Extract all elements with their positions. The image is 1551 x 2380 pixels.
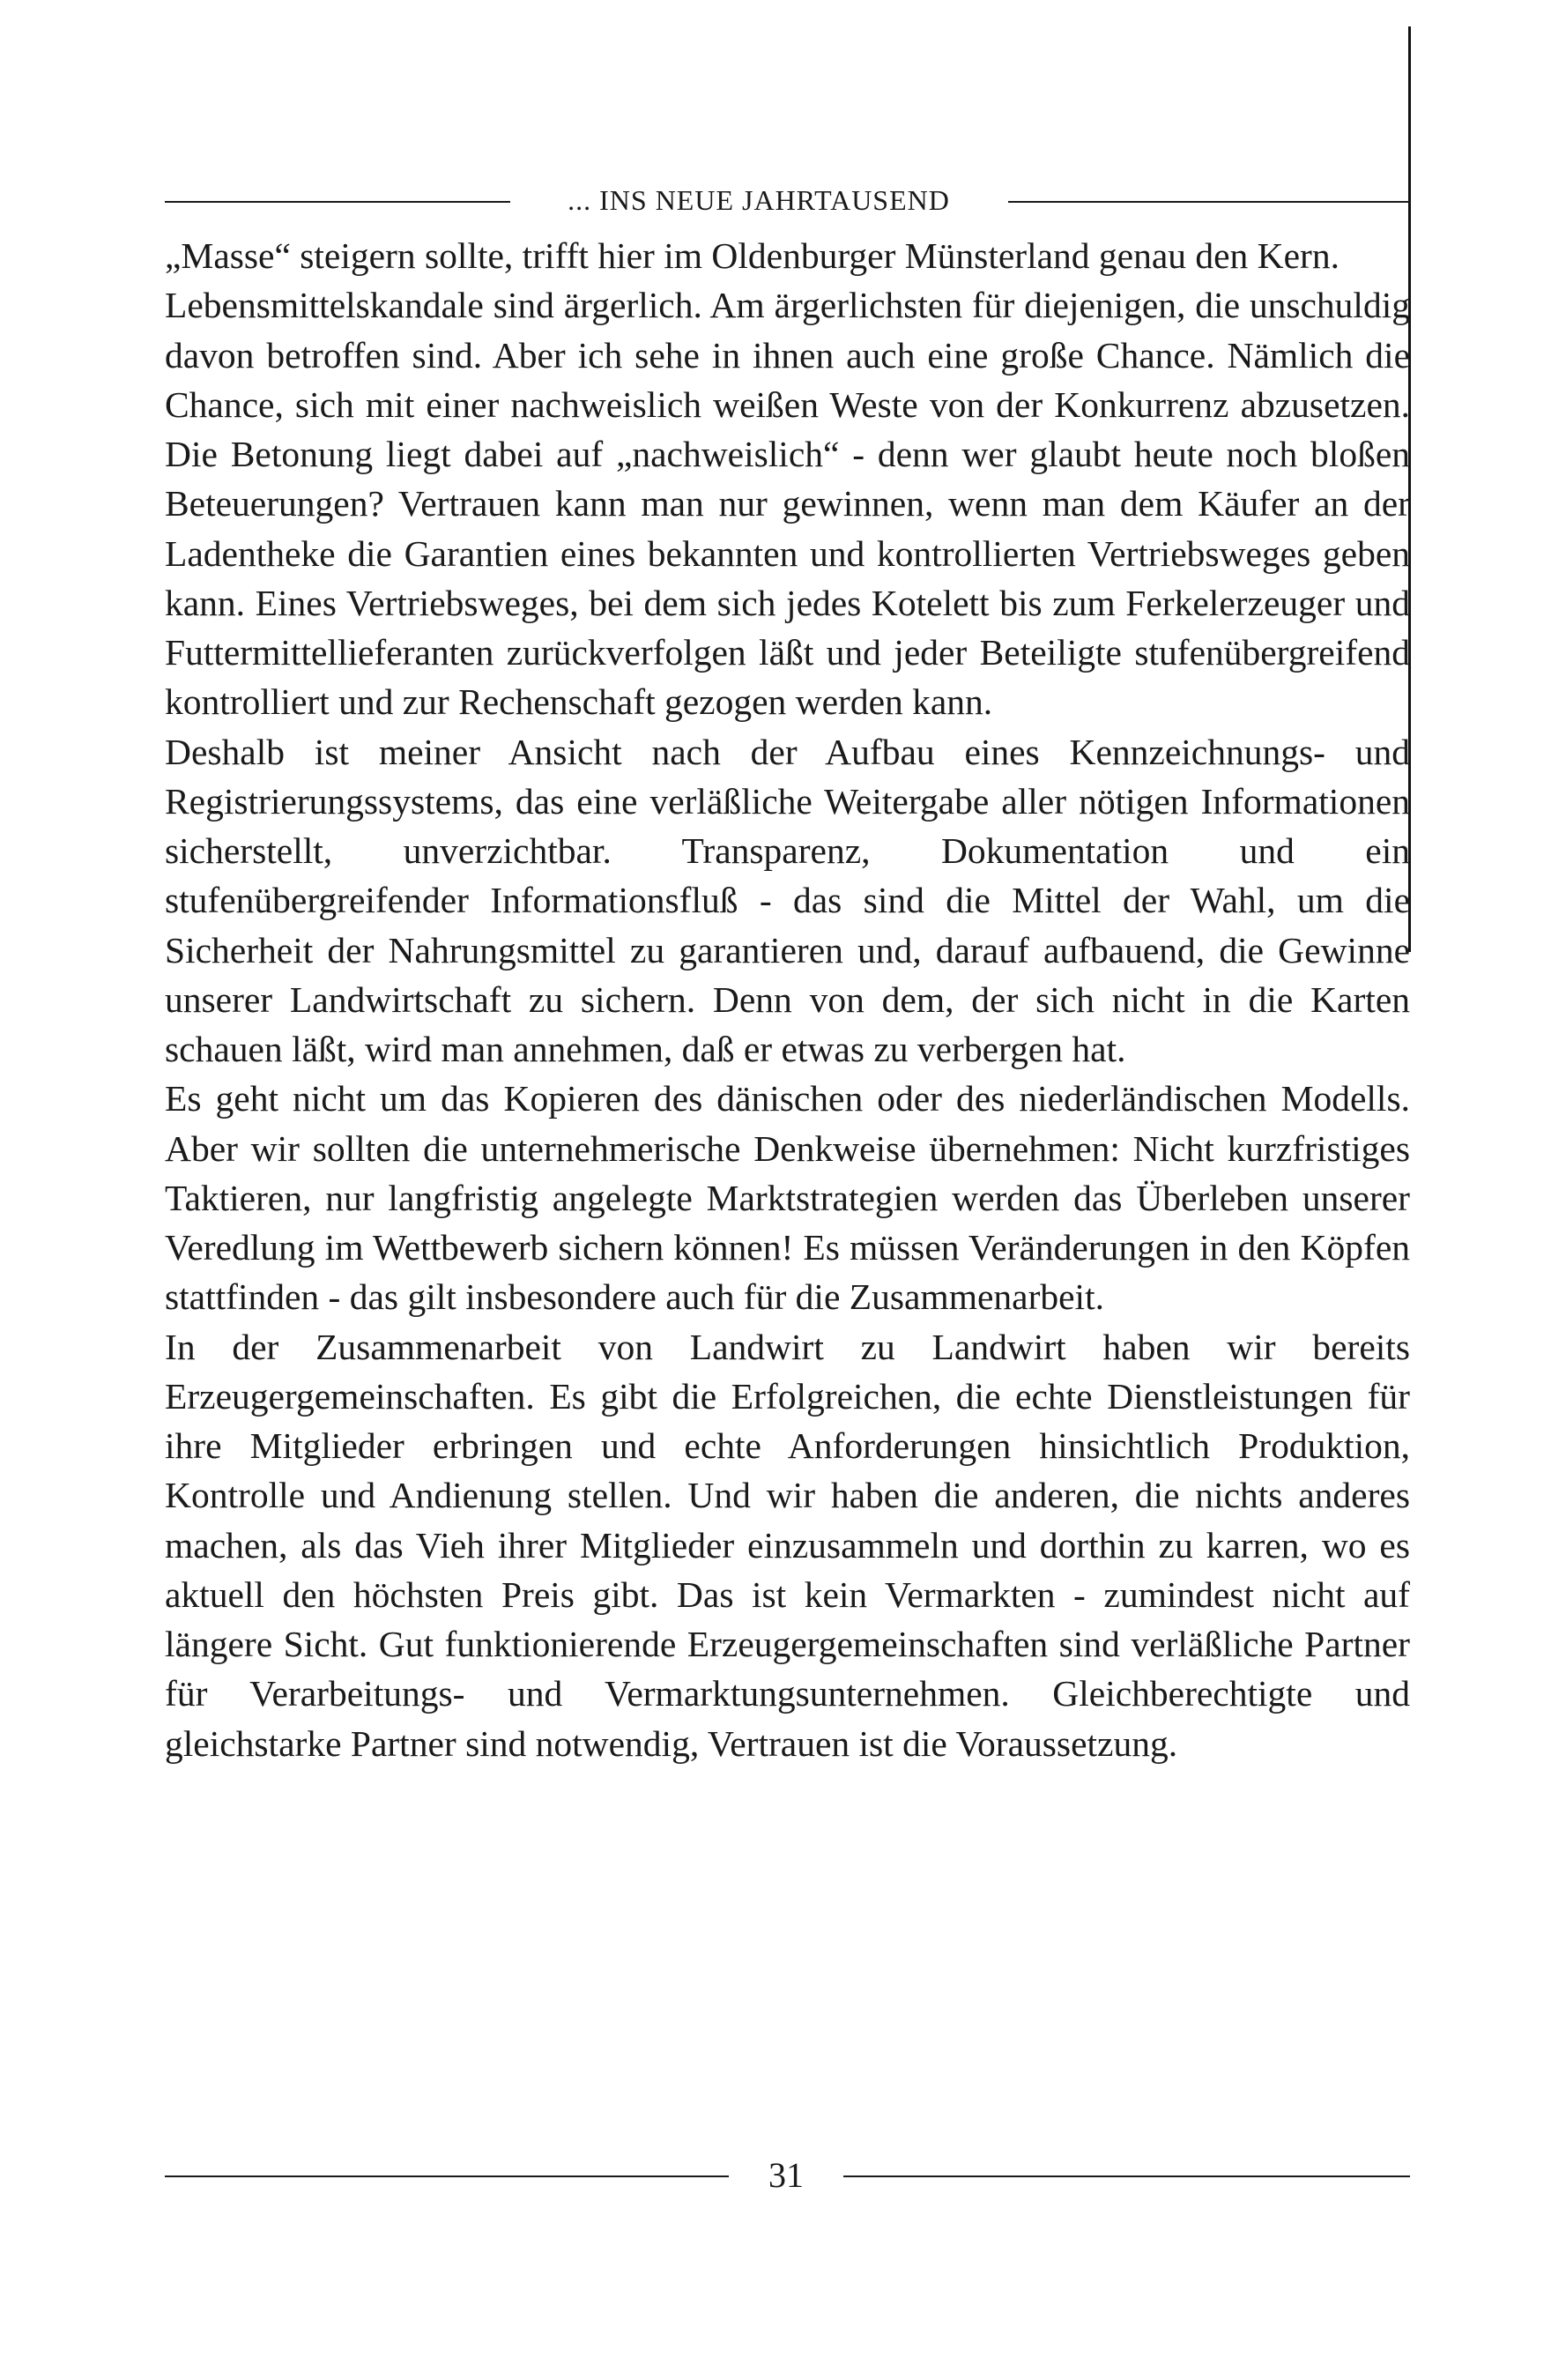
running-head-title: ... INS NEUE JAHRTAUSEND <box>568 184 950 216</box>
paragraph: In der Zusammenarbeit von Landwirt zu Landwirt haben wir bereits Erzeugergemeinschaften. Es gibt die Erfolgreichen, die echte Dienstleistungen für ihre Mitglieder erbringen und echte Anforderungen hinsichtlich Produktion, Kontrolle und Andienung stellen. Und wir haben die anderen, die nichts anderes machen, als das Vieh ihrer Mitglieder einzusammeln und dorthin zu karren, wo es aktuell den höchsten Preis gibt. Das ist kein Vermarkten - zumindest nicht auf längere Sicht. Gut funktionierende Erzeugergemeinschaften sind verläßliche Partner für Verarbeitungs- und Vermarktungsunternehmen. Gleichberechtigte und gleichstarke Partner sind notwendig, Vertrauen ist die Voraussetzung. <box>165 1326 1410 1764</box>
running-head <box>165 180 1410 220</box>
paragraph: Deshalb ist meiner Ansicht nach der Aufbau eines Kennzeichnungs- und Registrierungssystems, das eine verläßliche Weitergabe aller nötigen Informationen sicherstellt, unverzichtbar. Transparenz, Dokumentation und ein stufenübergreifender Informationsfluß - das sind die Mittel der Wahl, um die Sicherheit der Nahrungsmittel zu garantieren und, darauf aufbauend, die Gewinne unserer Landwirtschaft zu sichern. Denn von dem, der sich nicht in die Karten schauen läßt, wird man annehmen, daß er etwas zu verbergen hat. <box>165 731 1410 1069</box>
paragraph: Lebensmittelskandale sind ärgerlich. Am ärgerlichsten für diejenigen, die unschuldig davon betroffen sind. Aber ich sehe in ihnen auch eine große Chance. Nämlich die Chance, sich mit einer nachweislich weißen Weste von der Konkurrenz abzusetzen. Die Betonung liegt dabei auf „nachweislich“ - denn wer glaubt heute noch bloßen Beteuerungen? Vertrauen kann man nur gewinnen, wenn man dem Käufer an der Ladentheke die Garantien eines bekannten und kontrollierten Vertriebsweges geben kann. Eines Vertriebsweges, bei dem sich jedes Kotelett bis zum Ferkelerzeuger und Futtermittellieferanten zurückverfolgen läßt und jeder Beteiligte stufenübergreifend kontrolliert und zur Rechenschaft gezogen werden kann. <box>165 285 1410 723</box>
running-head-rule-left <box>165 201 510 203</box>
running-head-rule-right <box>1008 201 1410 203</box>
footer-rule-right <box>843 2175 1410 2177</box>
paragraph: Es geht nicht um das Kopieren des dänischen oder des niederländischen Modells. Aber wir sollten die unternehmerische Denkweise übernehmen: Nicht kurzfristiges Taktieren, nur langfristig angelegte Marktstrategien werden das Überleben unserer Veredlung im Wettbewerb sichern können! Es müssen Veränderungen in den Köpfen stattfinden - das gilt insbesondere auch für die Zusammenarbeit. <box>165 1078 1410 1318</box>
page-footer <box>165 2151 1410 2200</box>
body-text <box>165 231 1410 1768</box>
page-number: 31 <box>768 2155 804 2195</box>
footer-rule-left <box>165 2175 729 2177</box>
paragraph: „Masse“ steigern sollte, trifft hier im Oldenburger Münsterland genau den Kern. <box>165 235 1340 276</box>
